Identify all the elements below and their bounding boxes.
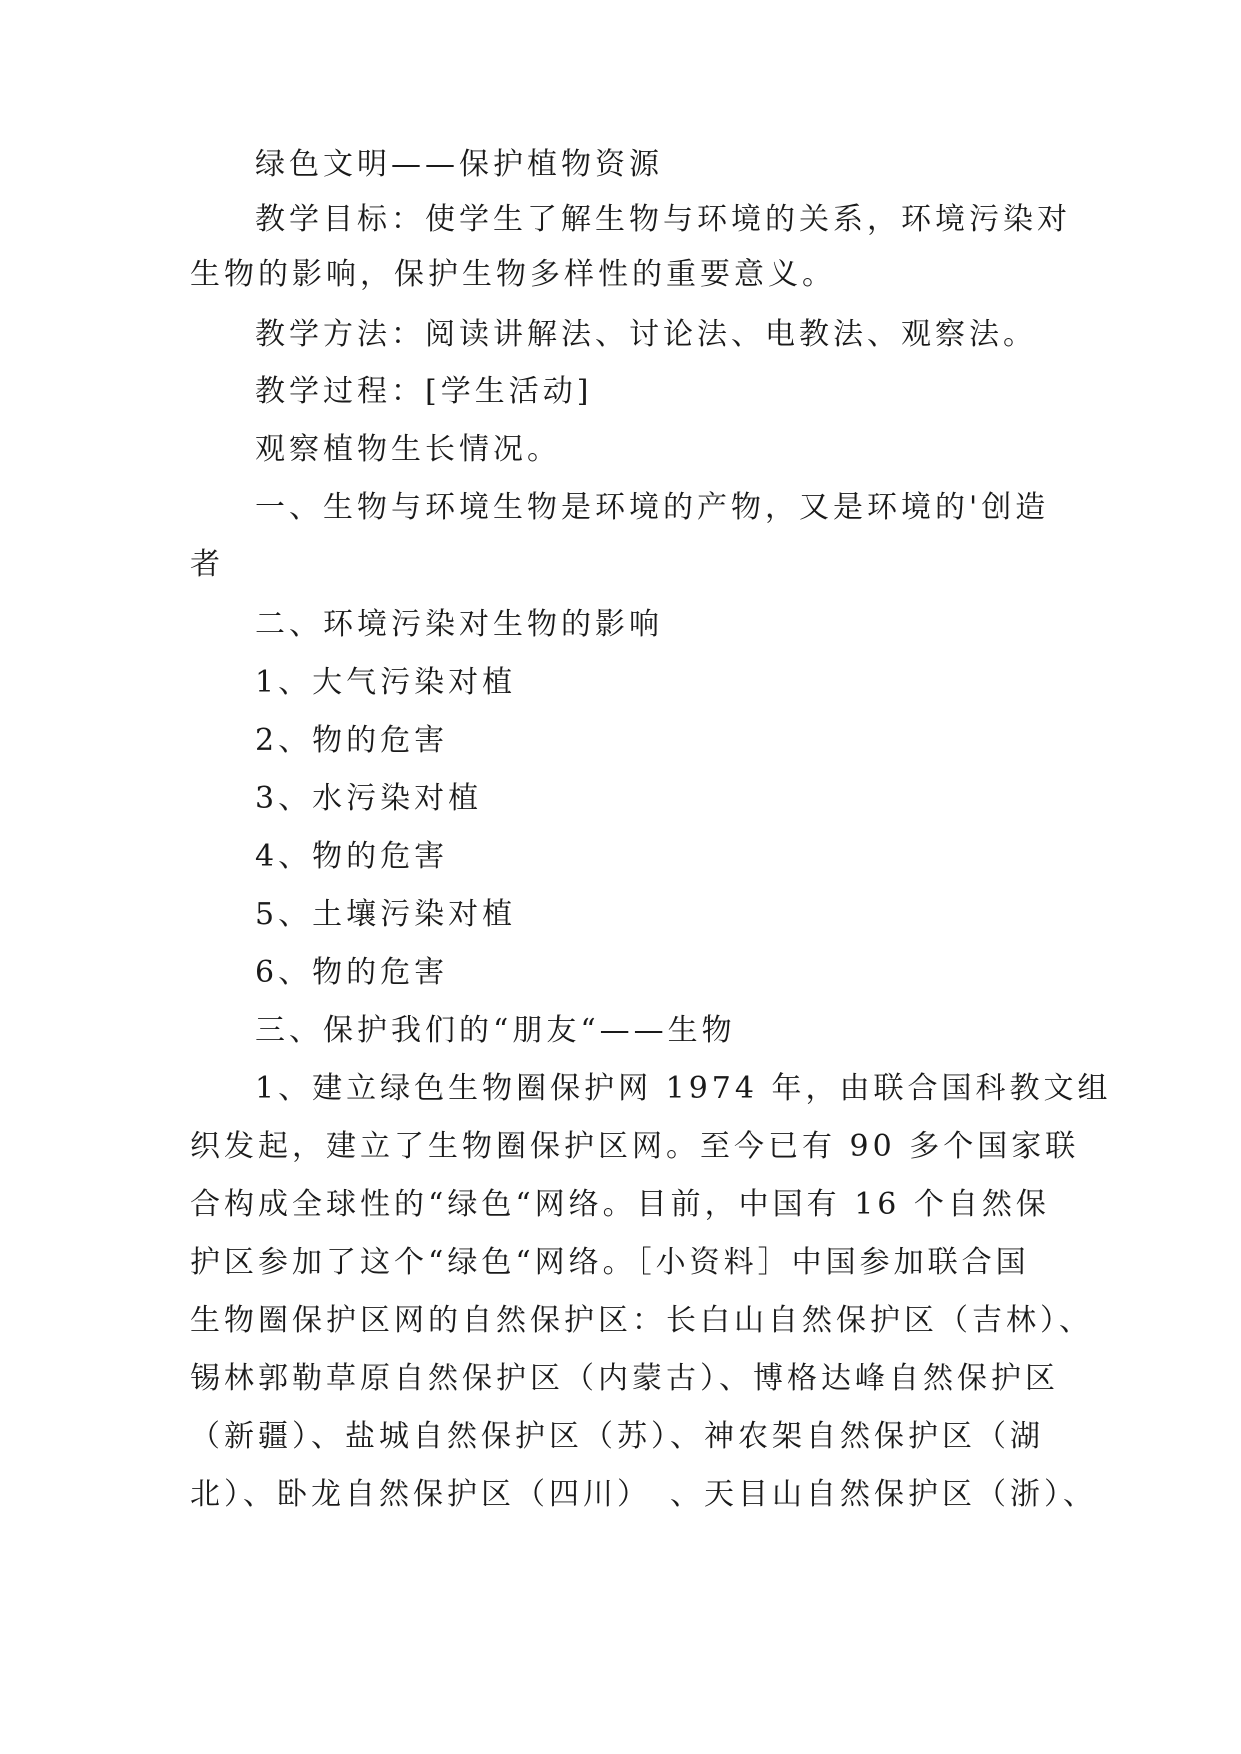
paragraph-line: 者 (190, 547, 224, 582)
list-item: 6、物的危害 (255, 955, 449, 990)
paragraph-line: 锡林郭勒草原自然保护区（内蒙古）、博格达峰自然保护区 (190, 1361, 1059, 1396)
list-item: 2、物的危害 (255, 723, 449, 758)
paragraph-line: 护区参加了这个“绿色“网络。［小资料］中国参加联合国 (190, 1245, 1030, 1280)
paragraph-line: 北）、卧龙自然保护区（四川） 、天目山自然保护区（浙）、 (190, 1477, 1097, 1512)
document-title: 绿色文明——保护植物资源 (255, 147, 663, 182)
list-item: 3、水污染对植 (255, 781, 483, 816)
section-heading: 一、生物与环境生物是环境的产物，又是环境的'创造 (255, 490, 1050, 525)
list-item: 1、大气污染对植 (255, 665, 517, 700)
list-item: 5、土壤污染对植 (255, 897, 517, 932)
section-heading: 三、保护我们的“朋友“——生物 (255, 1013, 736, 1048)
list-item: 4、物的危害 (255, 839, 449, 874)
paragraph-line: 观察植物生长情况。 (255, 432, 561, 467)
paragraph-line: 教学过程：[学生活动] (255, 374, 593, 409)
paragraph-line: （新疆）、盐城自然保护区（苏）、神农架自然保护区（湖 (190, 1419, 1044, 1454)
paragraph-line: 织发起，建立了生物圈保护区网。至今已有 90 多个国家联 (190, 1129, 1080, 1164)
paragraph-line: 教学目标：使学生了解生物与环境的关系，环境污染对 (255, 202, 1071, 237)
paragraph-line: 生物圈保护区网的自然保护区：长白山自然保护区（吉林）、 (190, 1303, 1093, 1338)
paragraph-line: 生物的影响，保护生物多样性的重要意义。 (190, 257, 836, 292)
section-heading: 二、环境污染对生物的影响 (255, 607, 663, 642)
paragraph-line: 教学方法：阅读讲解法、讨论法、电教法、观察法。 (255, 317, 1037, 352)
paragraph-line: 合构成全球性的“绿色“网络。目前，中国有 16 个自然保 (190, 1187, 1050, 1222)
paragraph-line: 1、建立绿色生物圈保护网 1974 年，由联合国科教文组 (255, 1071, 1112, 1106)
